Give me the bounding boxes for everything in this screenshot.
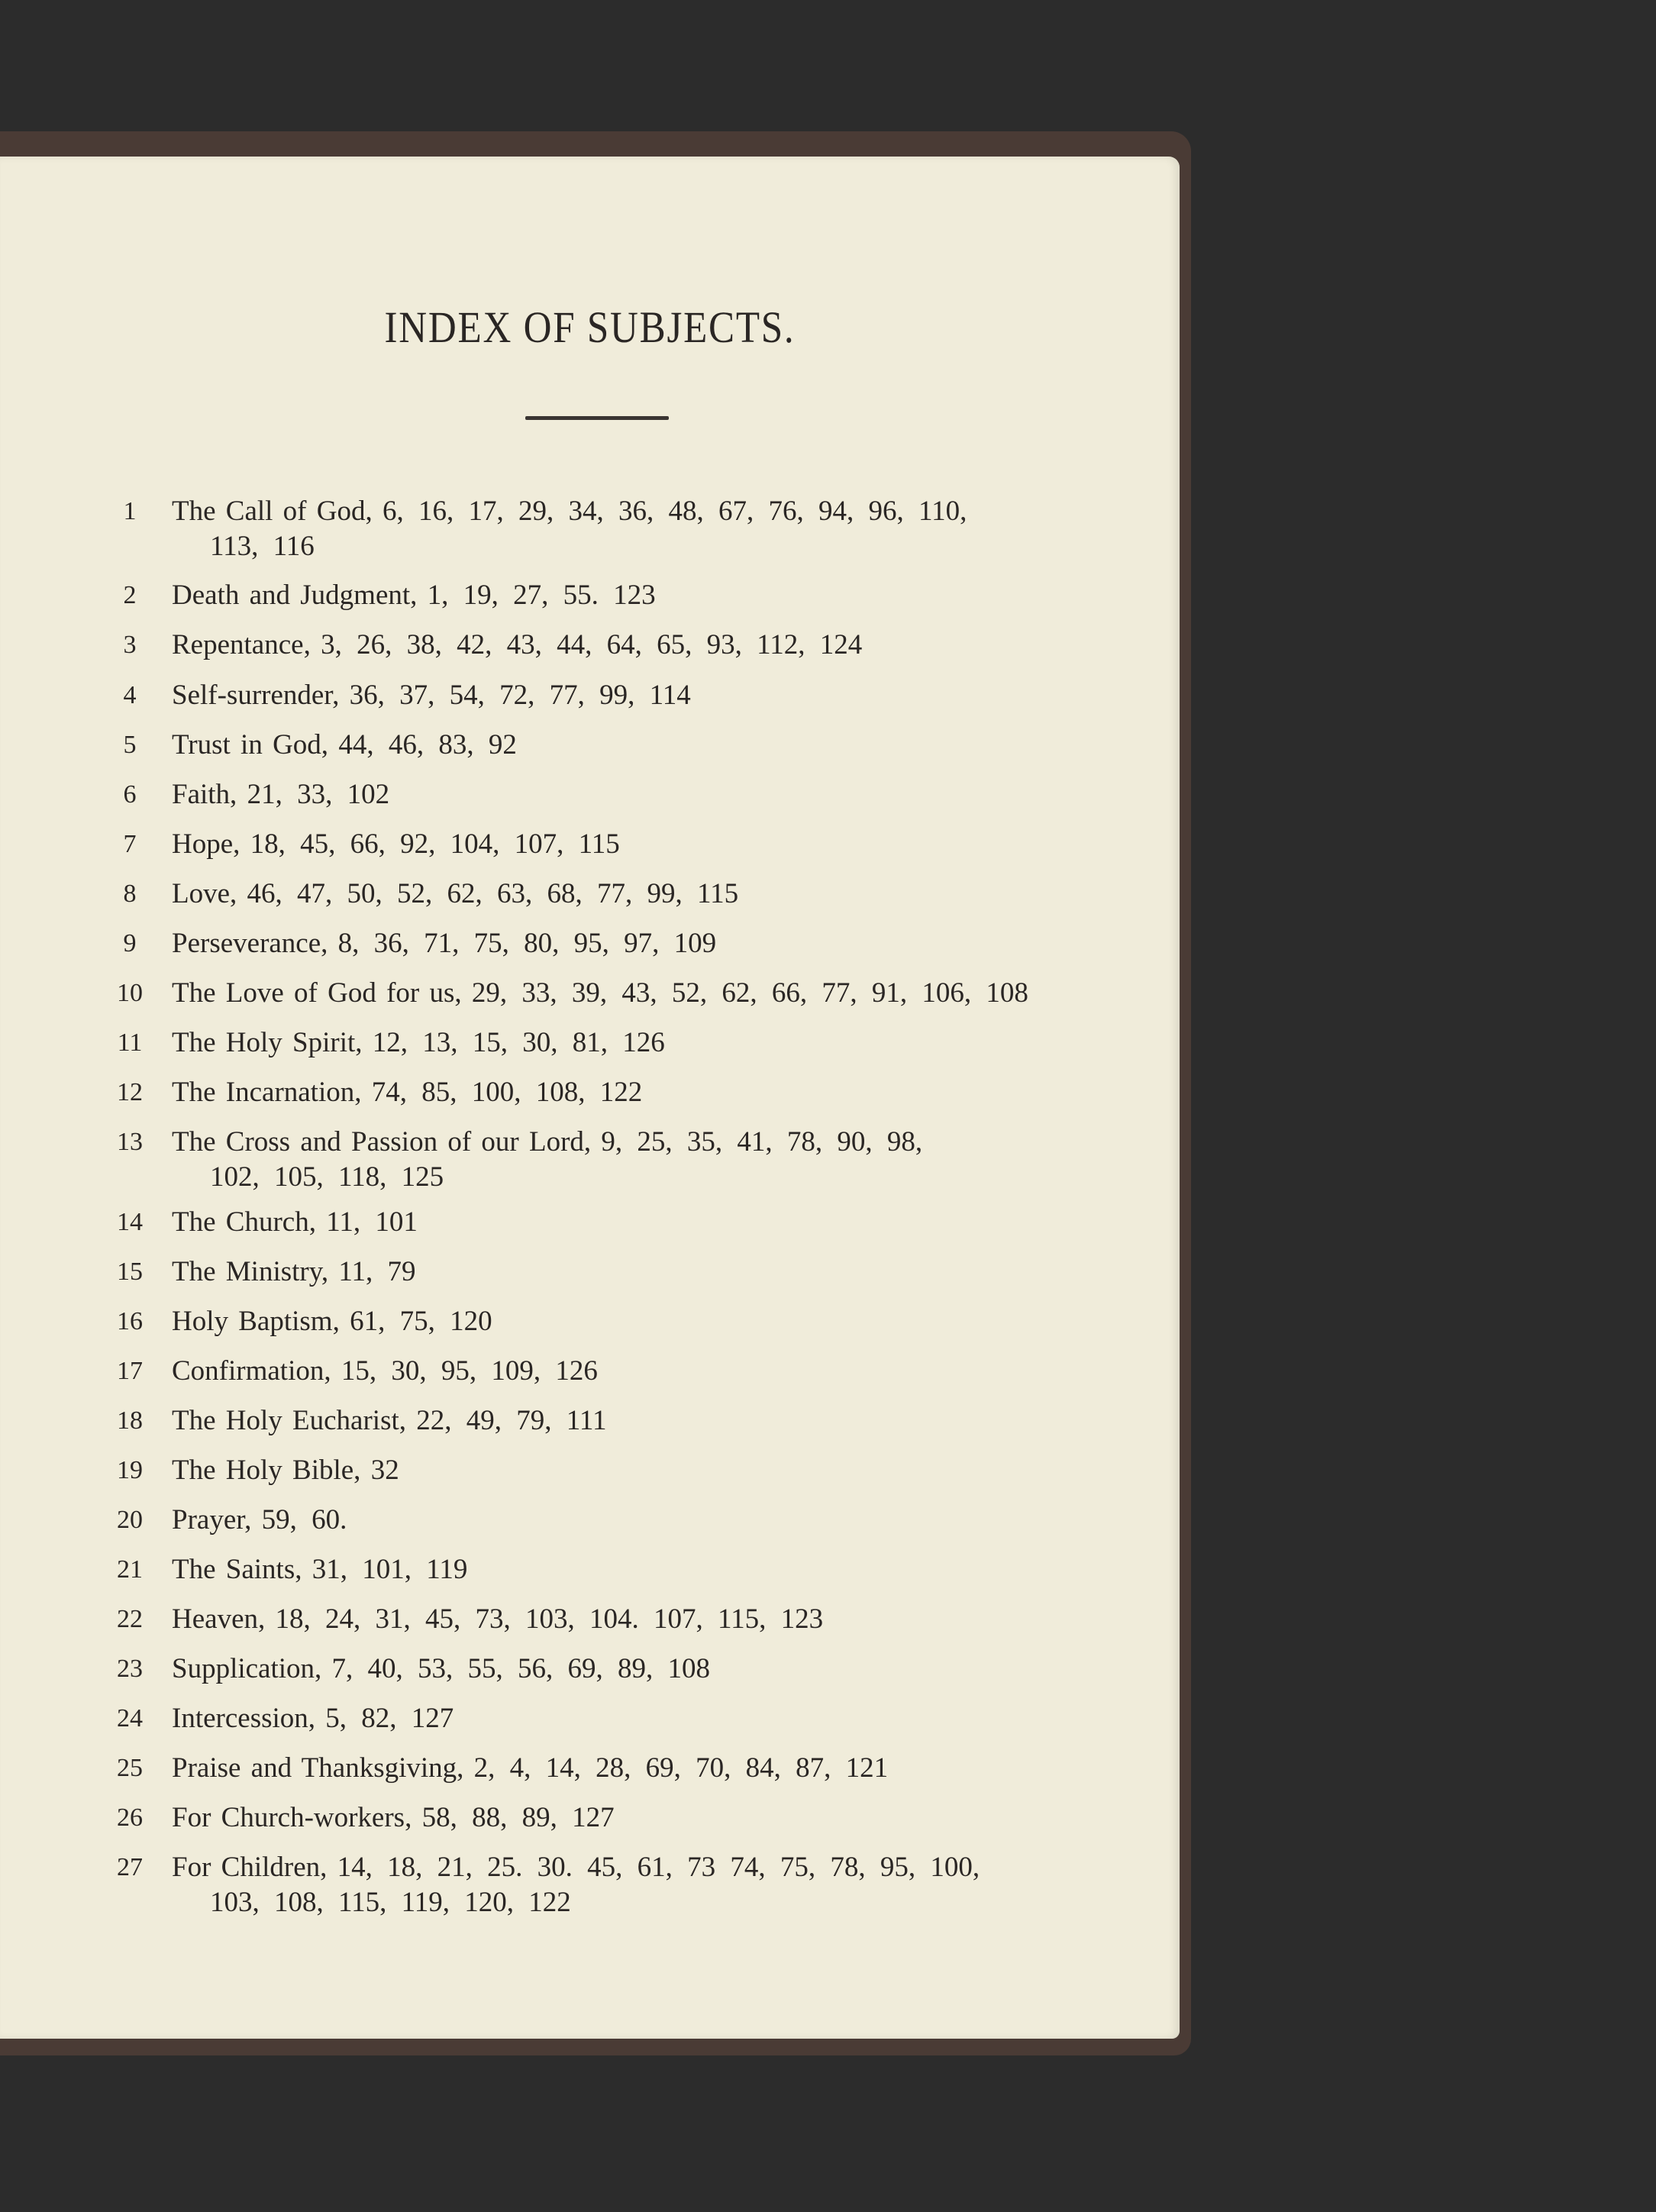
- index-entries: [0, 157, 1180, 2039]
- entry-pages: 11, 101: [326, 1206, 418, 1238]
- entry-pages: 18, 45, 66, 92, 104, 107, 115: [250, 828, 620, 860]
- entry-subject: Faith,: [172, 779, 237, 810]
- entry-number: 6: [123, 780, 137, 809]
- entry-subject: Perseverance,: [172, 928, 328, 959]
- entry-pages: 15, 30, 95, 109, 126: [341, 1355, 598, 1387]
- entry-number: 24: [117, 1704, 143, 1732]
- entry-subject: The Cross and Passion of our Lord,: [172, 1126, 592, 1158]
- entry-pages-continued: 102, 105, 118, 125: [210, 1161, 444, 1193]
- book-page: [0, 157, 1180, 2039]
- entry-subject: For Church-workers,: [172, 1802, 412, 1833]
- entry-pages: 3, 26, 38, 42, 43, 44, 64, 65, 93, 112, 124: [321, 629, 863, 660]
- entry-number: 2: [123, 581, 137, 609]
- entry-subject: Supplication,: [172, 1653, 322, 1684]
- entry-subject: The Incarnation,: [172, 1077, 362, 1108]
- entry-subject: Repentance,: [172, 629, 311, 660]
- entry-pages: 59, 60.: [261, 1504, 347, 1535]
- entry-pages: 22, 49, 79, 111: [416, 1405, 607, 1436]
- entry-pages: 31, 101, 119: [312, 1554, 468, 1585]
- entry-pages: 1, 19, 27, 55. 123: [427, 580, 656, 611]
- entry-pages: 7, 40, 53, 55, 56, 69, 89, 108: [331, 1653, 711, 1684]
- entry-subject: The Call of God,: [172, 496, 373, 527]
- entry-number: 12: [117, 1078, 143, 1106]
- entry-number: 9: [123, 929, 137, 957]
- entry-number: 18: [117, 1406, 143, 1435]
- entry-number: 17: [117, 1357, 143, 1385]
- entry-subject: Self-surrender,: [172, 680, 340, 711]
- entry-subject: The Church,: [172, 1206, 316, 1238]
- entry-subject: Trust in God,: [172, 729, 329, 760]
- entry-pages: 6, 16, 17, 29, 34, 36, 48, 67, 76, 94, 96, 110,: [382, 496, 967, 527]
- entry-subject: Hope,: [172, 828, 240, 860]
- entry-number: 25: [117, 1754, 143, 1782]
- entry-number: 22: [117, 1605, 143, 1633]
- entry-number: 11: [117, 1028, 143, 1057]
- entry-number: 10: [117, 979, 143, 1007]
- entry-pages: 46, 47, 50, 52, 62, 63, 68, 77, 99, 115: [247, 878, 739, 909]
- entry-pages: 14, 18, 21, 25. 30. 45, 61, 73 74, 75, 78, 95, 100,: [337, 1852, 980, 1883]
- entry-number: 14: [117, 1208, 143, 1236]
- entry-pages: 61, 75, 120: [350, 1306, 492, 1337]
- entry-number: 1: [123, 497, 137, 525]
- entry-number: 5: [123, 731, 137, 759]
- entry-number: 20: [117, 1506, 143, 1534]
- entry-pages: 9, 25, 35, 41, 78, 90, 98,: [601, 1126, 923, 1158]
- page-title: INDEX OF SUBJECTS.: [384, 302, 796, 352]
- entry-pages: 8, 36, 71, 75, 80, 95, 97, 109: [337, 928, 717, 959]
- entry-pages: 2, 4, 14, 28, 69, 70, 84, 87, 121: [473, 1752, 889, 1784]
- entry-subject: Prayer,: [172, 1504, 252, 1535]
- entry-number: 26: [117, 1804, 143, 1832]
- entry-number: 13: [117, 1128, 143, 1156]
- entry-subject: The Love of God for us,: [172, 977, 462, 1009]
- entry-pages: 58, 88, 89, 127: [421, 1802, 615, 1833]
- entry-subject: Praise and Thanksgiving,: [172, 1752, 464, 1784]
- entry-pages: 36, 37, 54, 72, 77, 99, 114: [349, 680, 691, 711]
- entry-number: 15: [117, 1258, 143, 1286]
- entry-number: 21: [117, 1555, 143, 1584]
- entry-subject: The Holy Eucharist,: [172, 1405, 406, 1436]
- entry-subject: Death and Judgment,: [172, 580, 418, 611]
- entry-subject: Love,: [172, 878, 237, 909]
- entry-pages: 18, 24, 31, 45, 73, 103, 104. 107, 115, 123: [275, 1603, 824, 1635]
- entry-number: 23: [117, 1655, 143, 1683]
- entry-number: 19: [117, 1456, 143, 1484]
- entry-pages: 12, 13, 15, 30, 81, 126: [372, 1027, 665, 1058]
- entry-pages-continued: 113, 116: [210, 531, 315, 562]
- entry-subject: The Holy Bible,: [172, 1455, 361, 1486]
- entry-subject: Confirmation,: [172, 1355, 331, 1387]
- entry-subject: Heaven,: [172, 1603, 266, 1635]
- entry-number: 4: [123, 681, 137, 709]
- entry-subject: The Ministry,: [172, 1256, 329, 1287]
- entry-pages: 21, 33, 102: [247, 779, 390, 810]
- entry-number: 8: [123, 880, 137, 908]
- entry-pages: 5, 82, 127: [325, 1703, 454, 1734]
- entry-number: 7: [123, 830, 137, 858]
- entry-subject: Intercession,: [172, 1703, 316, 1734]
- entry-subject: Holy Baptism,: [172, 1306, 340, 1337]
- entry-pages: 74, 85, 100, 108, 122: [371, 1077, 643, 1108]
- entry-subject: The Holy Spirit,: [172, 1027, 363, 1058]
- entry-subject: For Children,: [172, 1852, 328, 1883]
- entry-pages: 11, 79: [338, 1256, 416, 1287]
- entry-pages-continued: 103, 108, 115, 119, 120, 122: [210, 1887, 571, 1918]
- entry-pages: 32: [370, 1455, 399, 1486]
- entry-subject: The Saints,: [172, 1554, 302, 1585]
- entry-number: 16: [117, 1307, 143, 1335]
- entry-pages: 29, 33, 39, 43, 52, 62, 66, 77, 91, 106, 108: [471, 977, 1028, 1009]
- entry-number: 27: [117, 1853, 143, 1881]
- entry-number: 3: [123, 631, 137, 659]
- entry-pages: 44, 46, 83, 92: [338, 729, 517, 760]
